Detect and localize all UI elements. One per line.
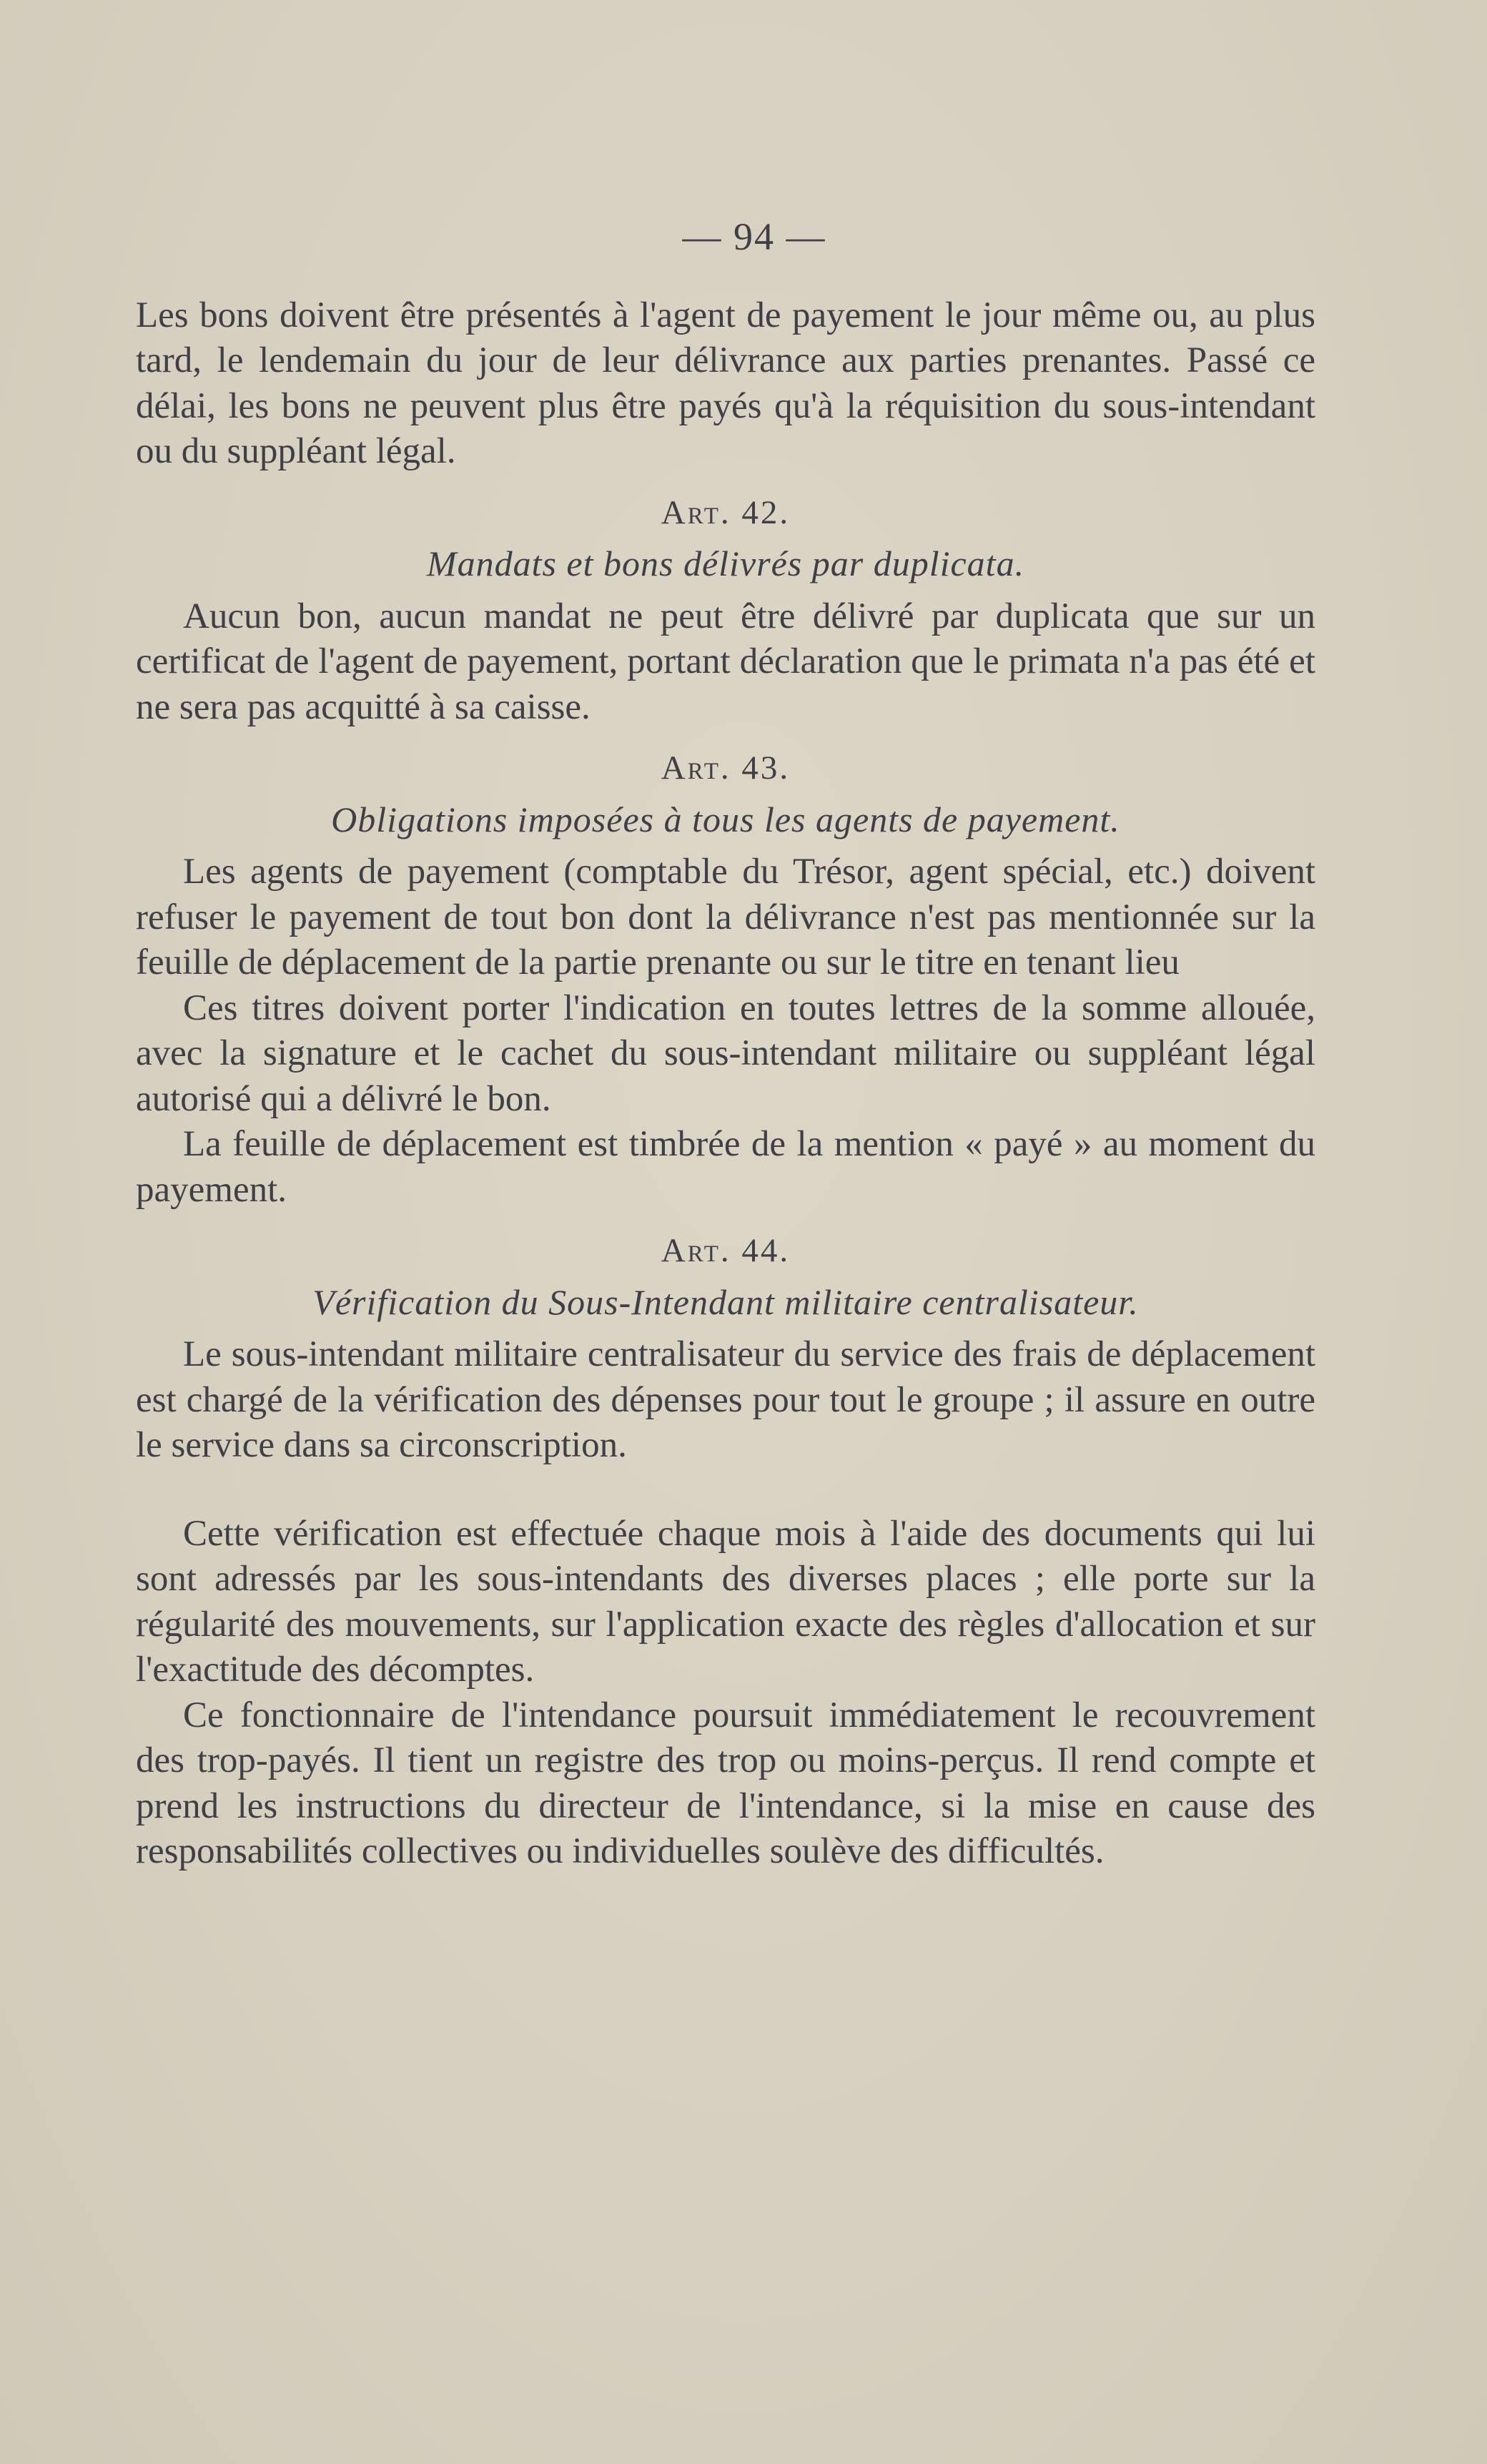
- article-title: Obligations imposées à tous les agents de payement.: [331, 799, 1120, 839]
- article-43: [136, 746, 1315, 1213]
- article-paragraph: Les agents de payement (comptable du Trésor, agent spécial, etc.) doivent refuser le payement de tout bon dont la délivrance n'est pas mentionnée sur la feuille de déplacement de la partie prenante ou sur le titre en tenant lieu: [136, 852, 1315, 982]
- article-paragraph: Cette vérification est effectuée chaque mois à l'aide des documents qui lui sont adressés par les sous-intendants des diverses places ; elle porte sur la régularité des mouvements, sur l'application exacte des règles d'allocation et sur l'exactitude des décomptes.: [136, 1513, 1315, 1690]
- article-paragraph: La feuille de déplacement est timbrée de la mention « payé » au moment du payement.: [136, 1124, 1315, 1210]
- article-title: Vérification du Sous-Intendant militaire centralisateur.: [312, 1281, 1139, 1322]
- article-heading: Art. 44.: [661, 1232, 791, 1269]
- article-paragraph: Ces titres doivent porter l'indication en toutes lettres de la somme allouée, avec la signature et le cachet du sous-intendant militaire ou suppléant légal autorisé qui a délivré le bon.: [136, 987, 1315, 1119]
- article-paragraph: Le sous-intendant militaire centralisateur du service des frais de déplacement est chargé de la vérification des dépenses pour tout le groupe ; il assure en outre le service dans sa circonscription.: [136, 1334, 1315, 1465]
- article-heading: Art. 43.: [661, 749, 791, 787]
- article-title: Mandats et bons délivrés par duplicata.: [426, 543, 1025, 583]
- page-number: — 94 —: [682, 215, 826, 258]
- article-paragraph: Aucun bon, aucun mandat ne peut être délivré par duplicata que sur un certificat de l'agent de payement, portant déclaration que le primata n'a pas été et ne sera pas acquitté à sa caisse.: [136, 596, 1315, 727]
- article-42: [136, 491, 1315, 731]
- intro-paragraph: Les bons doivent être présentés à l'agent de payement le jour même ou, au plus tard, le lendemain du jour de leur délivrance aux parties prenantes. Passé ce délai, les bons ne peuvent plus être payés qu'à la réquisition du sous-intendant ou du suppléant légal.: [136, 295, 1315, 471]
- article-heading: Art. 42.: [661, 493, 791, 531]
- article-44: [136, 1228, 1315, 1875]
- document-page: [136, 215, 1315, 1875]
- paragraph-gap: [136, 1469, 1315, 1512]
- article-paragraph: Ce fonctionnaire de l'intendance poursuit immédiatement le recouvrement des trop-payés. Il tient un registre des trop ou moins-perçus. Il rend compte et prend les instructions du directeur de l'intendance, si la mise en cause des responsabilités collectives ou individuelles soulève des difficultés.: [136, 1695, 1315, 1871]
